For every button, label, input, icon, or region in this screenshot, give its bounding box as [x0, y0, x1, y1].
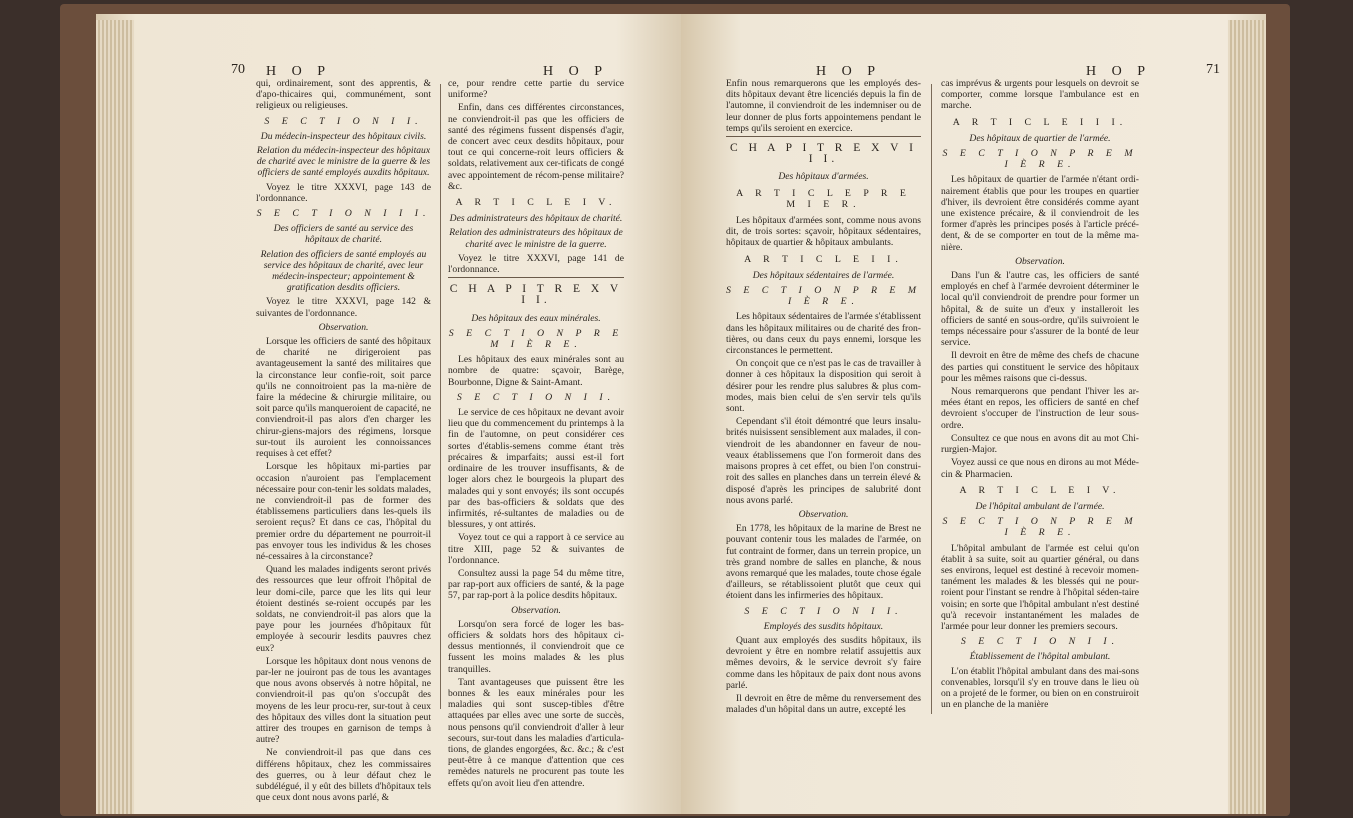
running-head: H O P	[543, 64, 609, 79]
paragraph: Enfin, dans ces différentes circonstances, ne conviendroit-il pas que les officiers de santé des régimens fussent dispensés d'agir, de concert avec ceux desdits hôpitaux, pour tout ce qui concerne-roit leurs officiers & soldats, relativement aux cer-tificats de congé avec appointement de récom-pense militaire? &c.	[448, 102, 624, 192]
paragraph: Ne conviendroit-il pas que dans ces différens hôpitaux, chez les commissaires des guerres, ou à leur défaut chez le subdélégué, il y eût des billets d'hôpitaux tels que ceux dont nous avons parlé, &	[256, 747, 431, 804]
paragraph: Les hôpitaux de quartier de l'armée n'étant ordi-nairement établis que pour les troupes en quartier d'hiver, ils devroient être considérés comme ayant une existence précaire, & il conviendroit de les former d'après les principes posés à l'article précé-dent, & de se comporter en tout de la même ma-nière.	[941, 174, 1139, 253]
paragraph: Quant aux employés des susdits hôpitaux, ils devroient y être en nombre relatif assujettis aux mêmes devoirs, & le service devroit s'y faire comme dans les hôpitaux de paix dont nous avons parlé.	[726, 634, 921, 691]
paragraph: Voyez tout ce qui a rapport à ce service au titre XIII, page 52 & suivantes de l'ordonnance.	[448, 532, 624, 566]
paragraph: ce, pour rendre cette partie du service uniforme?	[448, 78, 624, 101]
section-heading: S E C T I O N P R E M I È R E.	[726, 285, 921, 308]
section-heading: S E C T I O N I I.	[744, 605, 903, 617]
paragraph: Les hôpitaux des eaux minérales sont au nombre de quatre: sçavoir, Barège, Bourbonne, Digne & Saint-Amant.	[448, 354, 624, 388]
section-heading: S E C T I O N I I.	[960, 636, 1120, 648]
right-page	[681, 14, 1266, 814]
paragraph: Consultez aussi la page 54 du même titre, par rap-port aux officiers de santé, & la page 57, par rap-port à la police desdits hôpitaux.	[448, 567, 624, 602]
paragraph: cas imprévus & urgents pour lesquels on devroit se comporter, comme lorsque l'ambulance est en marche.	[941, 78, 1139, 112]
observation-heading: Observation.	[511, 604, 561, 616]
article-heading: A R T I C L E I I.	[744, 253, 903, 265]
paragraph: Voyez le titre XXXVI, page 143 de l'ordonnance.	[256, 181, 431, 204]
section-heading: S E C T I O N I I.	[456, 391, 616, 403]
page-number: 71	[1206, 62, 1220, 77]
section-heading: S E C T I O N P R E M I È R E.	[448, 327, 624, 351]
chapter-title: Des hôpitaux des eaux minérales.	[471, 312, 601, 324]
paragraph: On conçoit que ce n'est pas le cas de travailler à donner à ces hôpitaux la disposition qui seroit à désirer pour les rendre plus salubres & plus com-modes, mais bien celui de s'en servir tels qu'ils sont.	[726, 358, 921, 415]
running-head: H O P	[816, 64, 882, 79]
paragraph: Nous remarquerons que pendant l'hiver les ar-mées étant en repos, les officiers de santé en chef devroient s'occuper de l'instruction de leur sous-ordre.	[941, 386, 1139, 431]
page-edges-left	[96, 20, 134, 814]
paragraph: Voyez le titre XXXVI, page 141 de l'ordonnance.	[448, 252, 624, 276]
article-title: Des hôpitaux de quartier de l'armée.	[969, 132, 1111, 144]
chapter-heading: C H A P I T R E X V I I I.	[730, 142, 917, 166]
paragraph: Tant avantageuses que puissent être les bonnes & les eaux minérales pour les maladies qui sont suscep-tibles d'être attaquées par elles avec une sorte de succès, nous pensons qu'il conviendroit d'aller à leur secours, sur-tout dans les maladies d'articula-tions, de glandes engorgées, &c. &c.; & c'est peut-être à ce manque d'attention que ces remèdes naturels ne procurent pas toute les effets qu'on avoit lieu d'en attendre.	[448, 676, 624, 789]
page-number: 70	[231, 62, 245, 77]
running-head: H O P	[266, 64, 332, 79]
paragraph: Lorsque les hôpitaux mi-parties par occasion n'auroient pas l'emplacement nécessaire pour con-tenir les soldats malades, ne conviendroit-il pas de former des établissemens particuliers dans les-quels ils seroient reçus? Et dans ce cas, l'hôpital du premier ordre du département ne pourroit-il pas envoyer tous les individus & les choses né-cessaires à la circonstance?	[256, 461, 431, 562]
right-page-column-1	[726, 78, 921, 717]
paragraph: Les hôpitaux sédentaires de l'armée s'établissent dans les hôpitaux militaires ou de charité des fron-tières, ou dans ceux du pays ennemi, lorsque les circonstances le permettent.	[726, 311, 921, 357]
paragraph: Il devroit en être de même des chefs de chacune des parties qui constituent le service des hôpitaux pour les mêmes raisons que ci-dessus.	[941, 350, 1139, 384]
article-heading: A R T I C L E P R E M I E R.	[736, 187, 911, 210]
article-heading: A R T I C L E I V.	[959, 484, 1121, 496]
divider	[448, 277, 624, 278]
section-heading: S E C T I O N I I.	[264, 115, 423, 127]
section-title: Établissement de l'hôpital ambulant.	[969, 651, 1111, 663]
paragraph: Voyez aussi ce que nous en dirons au mot Méde-cin & Pharmacien.	[941, 457, 1139, 480]
paragraph: qui, ordinairement, sont des apprentis, & d'apo-thicaires qui, communément, sont religieux ou religieuses.	[256, 78, 431, 112]
section-heading: S E C T I O N P R E M I È R E.	[942, 148, 1138, 171]
column-divider	[931, 84, 932, 714]
relation-heading: Relation des officiers de santé employés au service des hôpitaux de charité, avec leur médecin-inspecteur; appointement & gratification desdits officiers.	[260, 248, 427, 294]
paragraph: Dans l'un & l'autre cas, les officiers de santé employés en chef à l'armée devroient déterminer le local qu'il conviendroit de prendre pour former un hôpital, & de suite un d'eux y installeroit les officiers de santé en sous-ordre, qu'ils suivroient le temps nécessaire pour s'assurer de la bonté de leur service.	[941, 270, 1139, 349]
left-page-column-1	[256, 78, 431, 805]
book-spread	[96, 14, 1266, 814]
paragraph: Enfin nous remarquerons que les employés des-dits hôpitaux devant être licenciés depuis la fin de l'automne, il conviendroit de les indemniser ou de leur donner de plus forts appointemens pendant le temps qu'ils seroient en exercice.	[726, 78, 921, 134]
paragraph: Les hôpitaux d'armées sont, comme nous avons dit, de trois sortes: sçavoir, hôpitaux sédentaires, hôpitaux de quartier & hôpitaux ambulants.	[726, 215, 921, 249]
running-head: H O P	[1086, 64, 1152, 79]
article-title: De l'hôpital ambulant de l'armée.	[975, 500, 1105, 512]
chapter-heading: C H A P I T R E X V I I.	[449, 283, 623, 307]
paragraph: Lorsqu'on sera forcé de loger les bas-officiers & soldats hors des hôpitaux ci-dessus mentionnés, il conviendroit que ce fussent les moins malades & les plus tranquilles.	[448, 618, 624, 675]
page-edges-right	[1228, 20, 1266, 814]
paragraph: Quand les malades indigents seront privés des ressources que leur offroit l'hôpital de leur domi-cile, parce que les lits qui leur étoient destinés se-roient occupés par les soldats, ne conviendroit-il pas alors que la paye pour les journées d'hôpitaux fût employée à secourir lesdits pauvres chez eux?	[256, 564, 431, 654]
observation-heading: Observation.	[318, 321, 369, 333]
left-page	[96, 14, 681, 814]
section-heading: S E C T I O N P R E M I È R E.	[942, 516, 1138, 539]
article-title: Des administrateurs des hôpitaux de charité.	[449, 213, 623, 225]
section-heading: S E C T I O N I I I.	[256, 208, 431, 220]
paragraph: Consultez ce que nous en avons dit au mot Chi-rurgien-Major.	[941, 432, 1139, 456]
article-heading: A R T I C L E I I I.	[952, 116, 1128, 128]
relation-heading: Relation du médecin-inspecteur des hôpitaux de charité avec le ministre de la guerre & les officiers de santé employés auxdits hôpitaux.	[256, 145, 431, 179]
paragraph: Il devroit en être de même du renversement des malades d'un hôpital dans un autre, excepté les	[726, 692, 921, 716]
article-title: Des hôpitaux sédentaires de l'armée.	[752, 269, 895, 281]
paragraph: Cependant s'il étoit démontré que leurs insalu-brités nuisissent sensiblement aux malades, il con-viendroit de les abandonner en faveur de nou-veaux établissemens que l'on formeroit dans des maisons propres à cet effet, ou bien l'on construi-roit des salles en planches dans un terrein élevé & disposé d'après les principes de salubrité dont nous avons parlé.	[726, 416, 921, 506]
section-title: Employés des susdits hôpitaux.	[763, 620, 884, 632]
paragraph: Lorsque les hôpitaux dont nous venons de par-ler ne jouiront pas de tous les avantages que nous avons observés à notre hôpital, ne conviendroit-il pas qu'on s'occupât des moyens de les leur procu-rer, sur-tout à ceux des hôpitaux des villes dont la situation peut attirer des troupes en garnison de temps à autre?	[256, 655, 431, 746]
left-page-column-2	[448, 78, 624, 791]
paragraph: En 1778, les hôpitaux de la marine de Brest ne pouvant contenir tous les malades de l'armée, on fut contraint de former, dans un terrein propice, un très grand nombre de salles en planche, & nous avons remarqué que les malades, toute chose égale d'ailleurs, se rétablissoient plutôt que ceux qui étoient dans les infirmeries des hôpitaux.	[726, 523, 921, 602]
right-page-column-2	[941, 78, 1139, 712]
observation-heading: Observation.	[798, 508, 849, 520]
paragraph: Le service de ces hôpitaux ne devant avoir lieu que du commencement du printemps à la fin de l'automne, on peut considérer ces sortes d'établis-semens comme étant très précaires & imparfaits; aussi est-il fort ordinaire de les trouver insuffisants, & de loger alors chez le bourgeois la plupart des malades qui y sont envoyés; ils sont occupés par des bas-officiers & soldats que des infirmités, ré-sultantes de maladies ou de blessures, y ont attirés.	[448, 407, 624, 531]
article-heading: A R T I C L E I V.	[455, 197, 617, 209]
chapter-title: Des hôpitaux d'armées.	[778, 171, 869, 183]
divider	[726, 136, 921, 137]
paragraph: L'hôpital ambulant de l'armée est celui qu'on établit à sa suite, soit au quartier général, ou dans ses environs, lequel est destiné à recevoir momen-tanément les malades & les blessés qui ne pour-roient pour l'instant se rendre à l'hôpital séden-taire voisin; en sorte que l'hôpital ambulant n'est destiné qu'à recevoir instantanément les malades de l'armée pour leur donner les premiers secours.	[941, 542, 1139, 632]
observation-heading: Observation.	[1015, 255, 1065, 267]
paragraph: Voyez le titre XXXVI, page 142 & suivantes de l'ordonnance.	[256, 296, 431, 319]
section-title: Du médecin-inspecteur des hôpitaux civils.	[260, 130, 427, 142]
paragraph: L'on établit l'hôpital ambulant dans des mai-sons convenables, lorsqu'il s'y en trouve dans le lieu où on a projeté de le former, ou bien on en construiroit un en planche de la manière	[941, 665, 1139, 711]
relation-heading: Relation des administrateurs des hôpitaux de charité avec le ministre de la guerre.	[449, 227, 623, 250]
section-title: Des officiers de santé au service des hôpitaux de charité.	[273, 223, 414, 246]
column-divider	[440, 84, 441, 709]
paragraph: Lorsque les officiers de santé des hôpitaux de charité ne dirigeroient pas avantageusement la santé des militaires que la circonstance leur confie-roit, soit parce qu'ils ne connoitroient pas la ma-nière de faire la médecine & chirurgie militaire, ou soit parce qu'ils manqueroient de capacité, ne conviendroit-il pas alors d'en charger les chirur-giens-majors des régimens, lorsque sur-tout ils auroient les connoissances requises à cet effet?	[256, 336, 431, 460]
